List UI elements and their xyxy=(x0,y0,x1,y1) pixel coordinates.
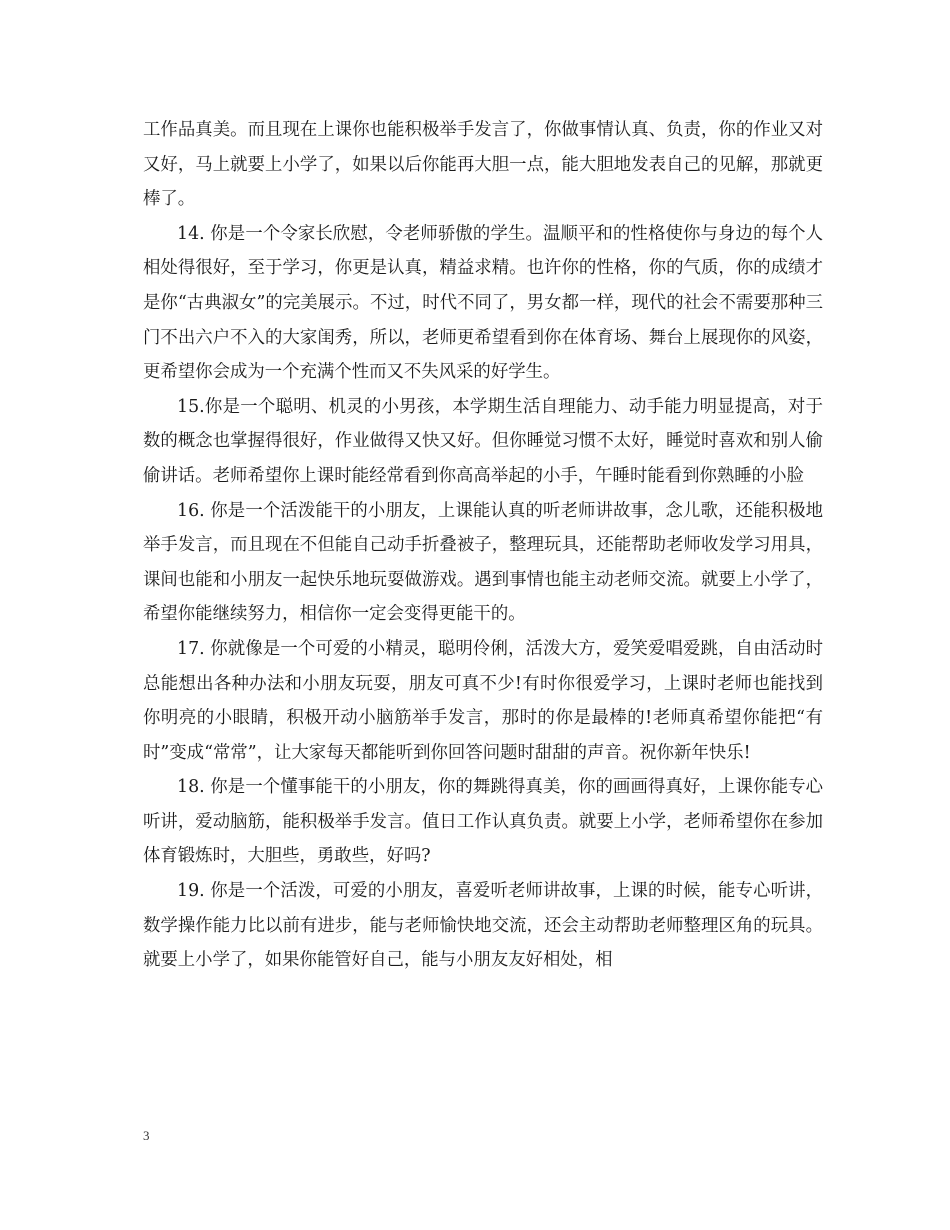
paragraph-continuation: 工作品真美。而且现在上课你也能积极举手发言了，你做事情认真、负责，你的作业又对又好，马上就要上小学了，如果以后你能再大胆一点，能大胆地发表自己的见解，那就更棒了。 xyxy=(143,120,823,210)
paragraph-item-14: 14. 你是一个令家长欣慰，令老师骄傲的学生。温顺平和的性格使你与身边的每个人相处得很好，至于学习，你更是认真，精益求精。也许你的性格，你的气质，你的成绩才是你“古典淑女”的完美展示。不过，时代不同了，男女都一样，现代的社会不需要那种三门不出六户不入的大家闺秀，所以，老师更希望看到你在体育场、舞台上展现你的风姿，更希望你会成为一个充满个性而又不失风采的好学生。 xyxy=(143,223,823,383)
paragraph-item-15: 15.你是一个聪明、机灵的小男孩，本学期生活自理能力、动手能力明显提高，对于数的概念也掌握得很好，作业做得又快又好。但你睡觉习惯不太好，睡觉时喜欢和别人偷偷讲话。老师希望你上课时能经常看到你高高举起的小手，午睡时能看到你熟睡的小脸 xyxy=(143,396,823,486)
paragraph-item-18: 18. 你是一个懂事能干的小朋友，你的舞跳得真美，你的画画得真好，上课你能专心听讲，爱动脑筋，能积极举手发言。值日工作认真负责。就要上小学，老师希望你在参加体育锻炼时，大胆些，勇敢些，好吗? xyxy=(143,777,823,867)
page-number: 3 xyxy=(143,1128,150,1143)
paragraph-item-16: 16. 你是一个活泼能干的小朋友，上课能认真的听老师讲故事，念儿歌，还能积极地举手发言，而且现在不但能自己动手折叠被子，整理玩具，还能帮助老师收发学习用具，课间也能和小朋友一起快乐地玩耍做游戏。遇到事情也能主动老师交流。就要上小学了，希望你能继续努力，相信你一定会变得更能干的。 xyxy=(143,500,823,625)
paragraph-item-19: 19. 你是一个活泼，可爱的小朋友，喜爱听老师讲故事，上课的时候，能专心听讲，数学操作能力比以前有进步，能与老师愉快地交流，还会主动帮助老师整理区角的玩具。就要上小学了，如果你能管好自己，能与小朋友友好相处，相 xyxy=(143,881,823,971)
paragraph-item-17: 17. 你就像是一个可爱的小精灵，聪明伶俐，活泼大方，爱笑爱唱爱跳，自由活动时总能想出各种办法和小朋友玩耍，朋友可真不少!有时你很爱学习，上课时老师也能找到你明亮的小眼睛，积极开动小脑筋举手发言，那时的你是最棒的!老师真希望你能把“有时”变成“常常”，让大家每天都能听到你回答问题时甜甜的声音。祝你新年快乐! xyxy=(143,638,823,763)
document-body xyxy=(143,113,823,978)
